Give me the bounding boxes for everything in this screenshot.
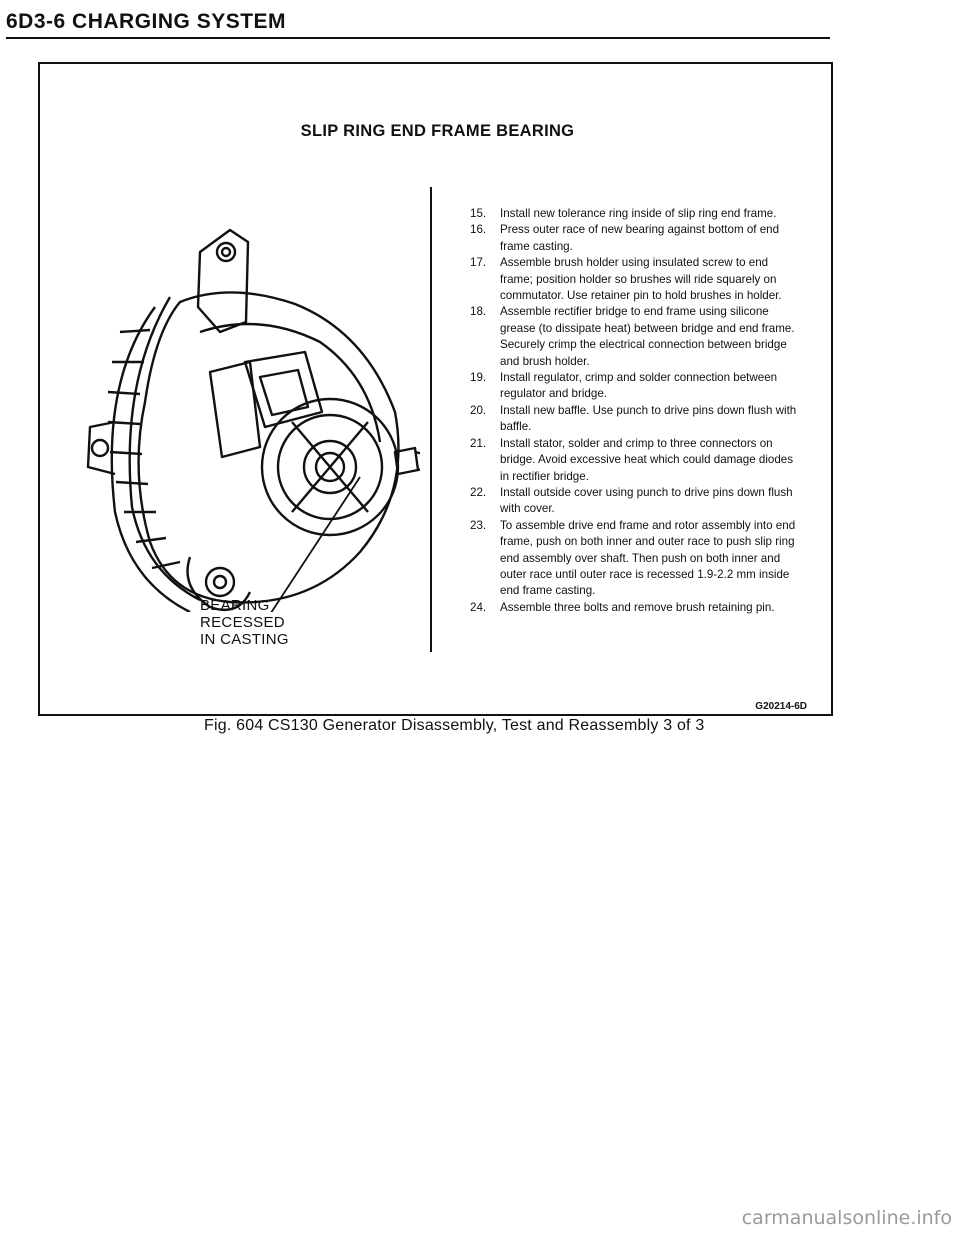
figure-frame bbox=[38, 62, 833, 716]
step-number: 18. bbox=[470, 305, 487, 319]
watermark[interactable]: carmanualsonline.info bbox=[741, 1207, 952, 1229]
callout-line: BEARING bbox=[200, 597, 270, 614]
step-number: 15. bbox=[470, 207, 487, 220]
step-item bbox=[470, 600, 800, 616]
step-number: 17. bbox=[470, 256, 487, 270]
step-text: Install stator, solder and crimp to three connectors on bridge. Avoid excessive heat which could damage diodes in rectifier bridge. bbox=[500, 436, 794, 483]
header-rule bbox=[6, 37, 830, 39]
step-number: 21. bbox=[470, 436, 487, 450]
step-number: 19. bbox=[470, 371, 487, 385]
step-item bbox=[470, 518, 800, 600]
step-item bbox=[470, 370, 800, 403]
callout-line: RECESSED bbox=[200, 614, 285, 631]
step-text: Assemble rectifier bridge to end frame using silicone grease (to dissipate heat) between bridge and end frame. Securely crimp the electrical connection between bridge and brush holder. bbox=[500, 305, 795, 368]
step-number: 23. bbox=[470, 518, 487, 532]
step-item bbox=[470, 436, 800, 485]
callout-line: IN CASTING bbox=[200, 631, 289, 648]
step-number: 22. bbox=[470, 485, 487, 499]
step-item bbox=[470, 255, 800, 304]
reassembly-steps bbox=[470, 206, 800, 616]
step-text: To assemble drive end frame and rotor assembly into end frame, push on both inner and outer race to push slip ring end assembly over shaft. Then push on both inner and outer race until outer race is recessed 1.9-2.2 mm inside end frame casting. bbox=[500, 518, 796, 598]
step-text: Install new tolerance ring inside of slip ring end frame. bbox=[500, 207, 777, 220]
page-header: 6D3-6 CHARGING SYSTEM bbox=[6, 10, 287, 33]
step-number: 24. bbox=[470, 600, 487, 614]
step-item bbox=[470, 403, 800, 436]
step-item bbox=[470, 222, 800, 255]
figure-title: SLIP RING END FRAME BEARING bbox=[300, 122, 575, 140]
step-item bbox=[470, 206, 800, 222]
step-item bbox=[470, 304, 800, 370]
step-number: 20. bbox=[470, 403, 487, 417]
step-item bbox=[470, 485, 800, 518]
step-number: 16. bbox=[470, 223, 487, 237]
step-text: Press outer race of new bearing against bottom of end frame casting. bbox=[500, 223, 780, 253]
bearing-callout bbox=[200, 597, 340, 648]
step-text: Install new baffle. Use punch to drive pins down flush with baffle. bbox=[500, 403, 797, 434]
step-text: Install outside cover using punch to drive pins down flush with cover. bbox=[500, 485, 793, 516]
step-text: Install regulator, crimp and solder connection between regulator and bridge. bbox=[500, 371, 778, 401]
figure-caption: Fig. 604 CS130 Generator Disassembly, Test and Reassembly 3 of 3 bbox=[204, 717, 705, 734]
generator-illustration bbox=[60, 212, 420, 612]
step-text: Assemble brush holder using insulated screw to end frame; position holder so brushes will ride squarely on commutator. Use retainer pin to hold brushes in holder. bbox=[500, 256, 782, 303]
step-text: Assemble three bolts and remove brush retaining pin. bbox=[500, 600, 775, 614]
figure-code: G20214-6D bbox=[755, 701, 807, 712]
column-divider bbox=[430, 187, 432, 652]
